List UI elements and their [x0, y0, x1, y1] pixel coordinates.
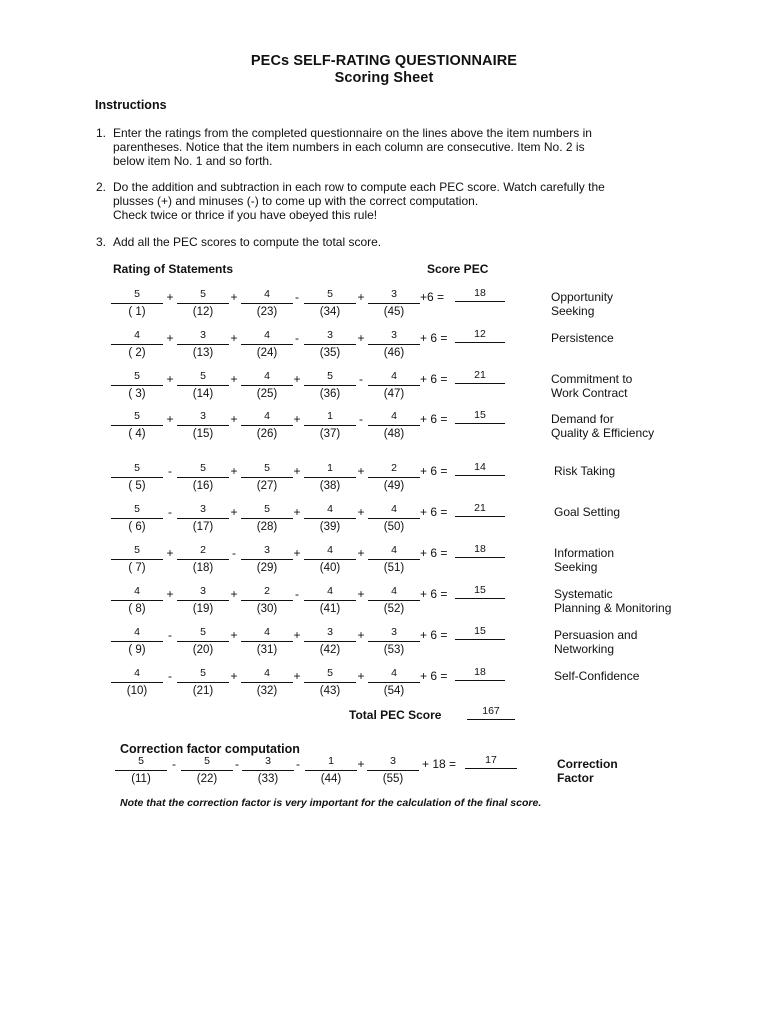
rating-fraction — [304, 503, 356, 534]
rating-value: 4 — [241, 626, 293, 642]
rating-value: 4 — [304, 585, 356, 601]
rating-value: 2 — [368, 462, 420, 478]
rating-fraction — [241, 288, 293, 319]
rating-fraction — [304, 329, 356, 360]
pec-score-value: 18 — [455, 543, 505, 558]
rating-value: 5 — [177, 462, 229, 478]
rating-value: 3 — [177, 410, 229, 426]
score-pec-header: Score PEC — [427, 262, 489, 276]
rating-value: 5 — [241, 503, 293, 519]
operator-sign: + — [230, 628, 238, 642]
pec-name-line: Work Contract — [551, 386, 628, 400]
pec-name-line: Planning & Monitoring — [554, 601, 672, 615]
item-number: (35) — [319, 347, 341, 359]
pec-name — [554, 669, 724, 683]
pec-name — [554, 628, 724, 656]
item-number: (49) — [383, 480, 405, 492]
rating-value: 4 — [368, 370, 420, 386]
item-number: (36) — [319, 388, 341, 400]
rating-fraction — [368, 585, 420, 616]
operator-sign: + — [293, 412, 301, 426]
rating-fraction — [242, 755, 294, 786]
rating-value: 5 — [304, 370, 356, 386]
pec-name — [554, 587, 724, 615]
instructions-heading: Instructions — [95, 98, 167, 112]
operator-sign: + — [230, 372, 238, 386]
plus-six-label: + 6 = — [420, 546, 448, 560]
instruction-item — [96, 235, 714, 249]
rating-value: 4 — [111, 329, 163, 345]
item-number: (25) — [256, 388, 278, 400]
rating-fraction — [177, 462, 229, 493]
rating-value: 5 — [111, 370, 163, 386]
item-number: (10) — [126, 685, 148, 697]
rating-value: 3 — [177, 503, 229, 519]
instruction-line: below item No. 1 and so forth. — [113, 154, 273, 168]
item-number: (17) — [192, 521, 214, 533]
rating-fraction — [304, 667, 356, 698]
operator-sign: + — [293, 669, 301, 683]
rating-fraction — [304, 370, 356, 401]
rating-fraction — [111, 462, 163, 493]
operator-sign: + — [166, 546, 174, 560]
item-number: (38) — [319, 480, 341, 492]
rating-fraction — [304, 288, 356, 319]
item-number: (52) — [383, 603, 405, 615]
pec-score-value: 15 — [455, 584, 505, 599]
item-number: ( 7) — [128, 562, 146, 574]
pec-name-line: Goal Setting — [554, 505, 621, 519]
page-title: PECs SELF-RATING QUESTIONNAIRE — [250, 53, 518, 69]
operator-sign: - — [295, 290, 299, 304]
operator-sign: + — [357, 628, 365, 642]
total-pec-score-label: Total PEC Score — [349, 708, 442, 722]
rating-value: 3 — [367, 755, 419, 771]
operator-sign: + — [357, 757, 365, 771]
page-subtitle: Scoring Sheet — [334, 70, 434, 86]
instruction-line: parentheses. Notice that the item numbers in each column are consecutive. Item No. 2 is — [113, 140, 585, 154]
rating-fraction — [241, 544, 293, 575]
pec-name — [551, 412, 721, 440]
rating-value: 4 — [111, 585, 163, 601]
rating-value: 4 — [304, 503, 356, 519]
item-number: (22) — [196, 773, 218, 785]
rating-value: 4 — [111, 626, 163, 642]
pec-score-value: 15 — [455, 409, 505, 424]
operator-sign: - — [235, 757, 239, 771]
correction-factor-label — [557, 757, 618, 785]
rating-fraction — [111, 667, 163, 698]
operator-sign: + — [166, 372, 174, 386]
rating-value: 5 — [111, 544, 163, 560]
rating-value: 5 — [181, 755, 233, 771]
rating-value: 5 — [111, 462, 163, 478]
rating-value: 4 — [241, 329, 293, 345]
rating-fraction — [177, 626, 229, 657]
item-number: (28) — [256, 521, 278, 533]
plus-six-label: + 6 = — [420, 669, 448, 683]
rating-fraction — [177, 544, 229, 575]
pec-name — [554, 464, 724, 478]
pec-name-line: Opportunity — [551, 290, 614, 304]
rating-value: 4 — [368, 544, 420, 560]
item-number: (50) — [383, 521, 405, 533]
rating-value: 3 — [368, 288, 420, 304]
operator-sign: + — [357, 546, 365, 560]
operator-sign: - — [295, 587, 299, 601]
rating-value: 5 — [241, 462, 293, 478]
pec-name — [554, 505, 724, 519]
item-number: (51) — [383, 562, 405, 574]
item-number: (55) — [382, 773, 404, 785]
item-number: (30) — [256, 603, 278, 615]
rating-value: 4 — [368, 585, 420, 601]
plus-six-label: + 6 = — [420, 587, 448, 601]
operator-sign: + — [293, 546, 301, 560]
operator-sign: - — [168, 669, 172, 683]
operator-sign: - — [359, 412, 363, 426]
rating-value: 5 — [177, 667, 229, 683]
rating-value: 5 — [304, 667, 356, 683]
plus-six-label: + 6 = — [420, 628, 448, 642]
item-number: (31) — [256, 644, 278, 656]
rating-value: 4 — [241, 667, 293, 683]
correction-factor-value: 17 — [465, 754, 517, 769]
operator-sign: + — [166, 412, 174, 426]
rating-value: 3 — [304, 626, 356, 642]
rating-value: 5 — [111, 410, 163, 426]
rating-fraction — [177, 667, 229, 698]
item-number: (39) — [319, 521, 341, 533]
rating-value: 3 — [304, 329, 356, 345]
item-number: (16) — [192, 480, 214, 492]
rating-fraction — [181, 755, 233, 786]
rating-value: 5 — [177, 370, 229, 386]
item-number: (44) — [320, 773, 342, 785]
pec-name-line: Quality & Efficiency — [551, 426, 655, 440]
pec-name — [551, 290, 721, 318]
operator-sign: - — [359, 372, 363, 386]
item-number: (53) — [383, 644, 405, 656]
item-number: (41) — [319, 603, 341, 615]
item-number: ( 9) — [128, 644, 146, 656]
operator-sign: - — [232, 546, 236, 560]
item-number: (14) — [192, 388, 214, 400]
item-number: ( 1) — [128, 306, 146, 318]
pec-name-line: Commitment to — [551, 372, 633, 386]
pec-name — [551, 331, 721, 345]
item-number: (34) — [319, 306, 341, 318]
operator-sign: + — [166, 587, 174, 601]
item-number: (13) — [192, 347, 214, 359]
item-number: (40) — [319, 562, 341, 574]
item-number: (20) — [192, 644, 214, 656]
correction-factor-note: Note that the correction factor is very important for the calculation of the final score. — [120, 797, 542, 809]
rating-fraction — [111, 410, 163, 441]
pec-name-line: Seeking — [551, 304, 595, 318]
item-number: (21) — [192, 685, 214, 697]
pec-score-value: 14 — [455, 461, 505, 476]
item-number: (45) — [383, 306, 405, 318]
rating-fraction — [304, 585, 356, 616]
operator-sign: + — [166, 290, 174, 304]
rating-fraction — [177, 585, 229, 616]
rating-fraction — [368, 544, 420, 575]
instruction-line: plusses (+) and minuses (-) to come up with the correct computation. — [113, 194, 479, 208]
total-pec-score-value: 167 — [467, 705, 515, 720]
rating-value: 2 — [177, 544, 229, 560]
rating-of-statements-header: Rating of Statements — [113, 262, 234, 276]
plus-six-label: + 6 = — [420, 464, 448, 478]
rating-fraction — [367, 755, 419, 786]
plus-eighteen-label: + 18 = — [422, 757, 457, 771]
rating-value: 3 — [241, 544, 293, 560]
instruction-number: 3. — [96, 235, 107, 249]
rating-fraction — [241, 667, 293, 698]
rating-fraction — [305, 755, 357, 786]
rating-fraction — [304, 626, 356, 657]
item-number: ( 6) — [128, 521, 146, 533]
item-number: ( 2) — [128, 347, 146, 359]
rating-value: 5 — [111, 503, 163, 519]
instruction-line: Check twice or thrice if you have obeyed this rule! — [113, 208, 378, 222]
rating-value: 1 — [304, 462, 356, 478]
rating-value: 5 — [177, 288, 229, 304]
item-number: (24) — [256, 347, 278, 359]
rating-fraction — [115, 755, 167, 786]
pec-name-line: Networking — [554, 642, 615, 656]
item-number: (42) — [319, 644, 341, 656]
rating-fraction — [177, 288, 229, 319]
operator-sign: - — [168, 464, 172, 478]
rating-value: 5 — [177, 626, 229, 642]
pec-score-value: 21 — [455, 502, 505, 517]
pec-name-line: Information — [554, 546, 615, 560]
item-number: ( 5) — [128, 480, 146, 492]
operator-sign: - — [168, 505, 172, 519]
correction-factor-label-line: Correction — [557, 757, 618, 771]
item-number: (18) — [192, 562, 214, 574]
rating-fraction — [177, 410, 229, 441]
pec-score-value: 12 — [455, 328, 505, 343]
rating-fraction — [241, 370, 293, 401]
operator-sign: + — [293, 505, 301, 519]
instruction-line: Do the addition and subtraction in each row to compute each PEC score. Watch carefully the — [113, 180, 605, 194]
rating-fraction — [368, 626, 420, 657]
pec-score-value: 18 — [455, 666, 505, 681]
instruction-line: Add all the PEC scores to compute the total score. — [113, 235, 382, 249]
operator-sign: - — [168, 628, 172, 642]
item-number: (48) — [383, 428, 405, 440]
rating-value: 3 — [177, 585, 229, 601]
pec-name-line: Demand for — [551, 412, 614, 426]
operator-sign: + — [166, 331, 174, 345]
pec-score-value: 21 — [455, 369, 505, 384]
instruction-line: Enter the ratings from the completed questionnaire on the lines above the item numbers in — [113, 126, 592, 140]
item-number: (23) — [256, 306, 278, 318]
rating-fraction — [177, 503, 229, 534]
item-number: (43) — [319, 685, 341, 697]
operator-sign: + — [357, 587, 365, 601]
plus-six-label: + 6 = — [420, 412, 448, 426]
correction-factor-label-line: Factor — [557, 771, 594, 785]
item-number: (32) — [256, 685, 278, 697]
rating-value: 4 — [111, 667, 163, 683]
rating-fraction — [304, 462, 356, 493]
rating-fraction — [368, 503, 420, 534]
operator-sign: - — [295, 331, 299, 345]
rating-value: 2 — [241, 585, 293, 601]
rating-value: 4 — [368, 410, 420, 426]
pec-name-line: Systematic — [554, 587, 613, 601]
pec-score-value: 15 — [455, 625, 505, 640]
instruction-item — [96, 180, 714, 222]
plus-six-label: + 6 = — [420, 372, 448, 386]
rating-value: 5 — [111, 288, 163, 304]
item-number: (26) — [256, 428, 278, 440]
item-number: ( 4) — [128, 428, 146, 440]
rating-value: 1 — [304, 410, 356, 426]
rating-fraction — [241, 462, 293, 493]
rating-fraction — [111, 329, 163, 360]
item-number: (47) — [383, 388, 405, 400]
operator-sign: + — [357, 331, 365, 345]
rating-fraction — [241, 503, 293, 534]
rating-fraction — [368, 462, 420, 493]
plus-six-label: +6 = — [420, 290, 445, 304]
rating-fraction — [368, 370, 420, 401]
pec-name — [554, 546, 724, 574]
rating-fraction — [241, 329, 293, 360]
rating-value: 5 — [115, 755, 167, 771]
rating-fraction — [368, 667, 420, 698]
rating-fraction — [111, 544, 163, 575]
operator-sign: + — [293, 628, 301, 642]
item-number: (12) — [192, 306, 214, 318]
rating-fraction — [241, 585, 293, 616]
rating-value: 3 — [177, 329, 229, 345]
rating-value: 4 — [304, 544, 356, 560]
instruction-number: 1. — [96, 126, 107, 140]
rating-fraction — [177, 370, 229, 401]
rating-value: 3 — [242, 755, 294, 771]
rating-fraction — [241, 626, 293, 657]
item-number: ( 3) — [128, 388, 146, 400]
pec-name — [551, 372, 721, 400]
item-number: (33) — [257, 773, 279, 785]
item-number: (19) — [192, 603, 214, 615]
operator-sign: + — [293, 372, 301, 386]
operator-sign: + — [357, 669, 365, 683]
item-number: (46) — [383, 347, 405, 359]
rating-fraction — [177, 329, 229, 360]
operator-sign: - — [172, 757, 176, 771]
plus-six-label: + 6 = — [420, 331, 448, 345]
instruction-number: 2. — [96, 180, 107, 194]
rating-fraction — [111, 626, 163, 657]
pec-score-value: 18 — [455, 287, 505, 302]
instruction-item — [96, 126, 714, 168]
operator-sign: + — [357, 464, 365, 478]
operator-sign: + — [230, 505, 238, 519]
rating-value: 3 — [368, 626, 420, 642]
rating-fraction — [111, 288, 163, 319]
item-number: (11) — [131, 773, 151, 785]
item-number: (54) — [383, 685, 405, 697]
rating-fraction — [111, 370, 163, 401]
rating-fraction — [368, 288, 420, 319]
rating-value: 4 — [241, 370, 293, 386]
rating-fraction — [111, 585, 163, 616]
correction-factor-heading: Correction factor computation — [120, 742, 300, 756]
pec-name-line: Persistence — [551, 331, 614, 345]
rating-value: 1 — [305, 755, 357, 771]
operator-sign: + — [230, 464, 238, 478]
rating-fraction — [111, 503, 163, 534]
rating-fraction — [241, 410, 293, 441]
rating-value: 4 — [241, 288, 293, 304]
rating-value: 4 — [368, 667, 420, 683]
operator-sign: + — [230, 669, 238, 683]
pec-name-line: Seeking — [554, 560, 598, 574]
rating-fraction — [368, 410, 420, 441]
operator-sign: - — [296, 757, 300, 771]
operator-sign: + — [230, 331, 238, 345]
item-number: (29) — [256, 562, 278, 574]
pec-name-line: Persuasion and — [554, 628, 638, 642]
plus-six-label: + 6 = — [420, 505, 448, 519]
rating-value: 5 — [304, 288, 356, 304]
item-number: ( 8) — [128, 603, 146, 615]
pec-name-line: Self-Confidence — [554, 669, 640, 683]
rating-value: 4 — [241, 410, 293, 426]
item-number: (27) — [256, 480, 278, 492]
item-number: (15) — [192, 428, 214, 440]
pec-name-line: Risk Taking — [554, 464, 616, 478]
operator-sign: + — [357, 505, 365, 519]
item-number: (37) — [319, 428, 341, 440]
rating-value: 4 — [368, 503, 420, 519]
operator-sign: + — [230, 587, 238, 601]
rating-fraction — [304, 410, 356, 441]
rating-fraction — [368, 329, 420, 360]
operator-sign: + — [293, 464, 301, 478]
operator-sign: + — [230, 412, 238, 426]
operator-sign: + — [357, 290, 365, 304]
rating-value: 3 — [368, 329, 420, 345]
rating-fraction — [304, 544, 356, 575]
operator-sign: + — [230, 290, 238, 304]
